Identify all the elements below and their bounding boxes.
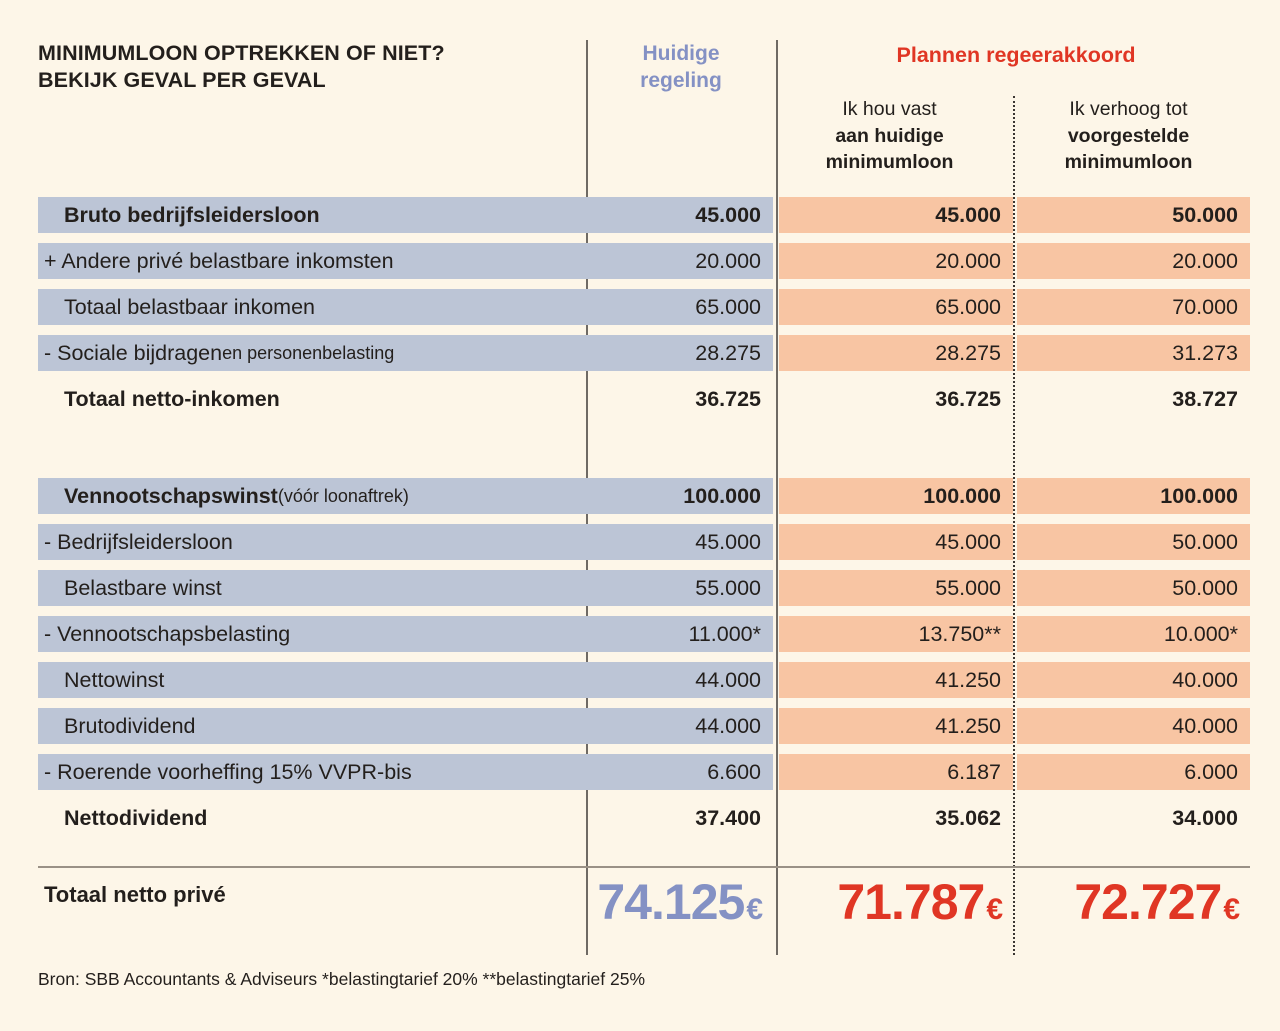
table-row	[0, 662, 1280, 698]
table-row	[0, 708, 1280, 744]
row-value-current: 44.000	[695, 713, 761, 738]
row-label-suffix: (vóór loonaftrek)	[277, 485, 409, 506]
row-value-current: 20.000	[695, 248, 761, 273]
row-label-text: Belastbare winst	[64, 575, 222, 600]
row-value-raise: 34.000	[1172, 805, 1238, 830]
row-label-text: - Sociale bijdragen	[44, 340, 223, 365]
row-label-text: - Bedrijfsleidersloon	[44, 529, 233, 554]
table-row	[0, 524, 1280, 560]
table-row	[0, 570, 1280, 606]
scenario-raise-line1: Ik verhoog tot	[1069, 98, 1188, 120]
row-value-raise: 50.000	[1172, 575, 1238, 600]
row-value-hold: 35.062	[935, 805, 1001, 830]
row-value-current: 37.400	[695, 805, 761, 830]
row-label	[38, 478, 586, 514]
scenario-raise-line2: voorgestelde	[1067, 124, 1190, 147]
row-value-raise: 70.000	[1172, 294, 1238, 319]
row-value-current: 65.000	[695, 294, 761, 319]
table-row	[0, 335, 1280, 371]
row-label-text: + Andere privé belastbare inkomsten	[44, 248, 394, 273]
table-row	[0, 197, 1280, 233]
column-header-plans: Plannen regeerakkoord	[896, 43, 1136, 67]
table-row	[0, 478, 1280, 514]
row-value-raise: 31.273	[1172, 340, 1238, 365]
row-value-raise: 40.000	[1172, 667, 1238, 692]
grand-total-current	[586, 874, 773, 936]
source-note: Bron: SBB Accountants & Adviseurs *belastingtarief 20% **belastingtarief 25%	[38, 969, 646, 989]
row-value-hold: 41.250	[935, 713, 1001, 738]
row-value-current: 45.000	[695, 529, 761, 554]
row-value-hold: 6.187	[947, 759, 1001, 784]
row-label	[38, 708, 586, 744]
grand-total-raise	[1017, 874, 1250, 936]
row-value-hold: 13.750**	[918, 621, 1001, 646]
row-label	[38, 616, 586, 652]
row-value-hold: 41.250	[935, 667, 1001, 692]
row-label-text: Totaal netto-inkomen	[64, 386, 280, 411]
row-label	[38, 662, 586, 698]
row-value-hold: 20.000	[935, 248, 1001, 273]
row-label-text: Vennootschapswinst	[64, 483, 278, 508]
row-label-text: - Vennootschapsbelasting	[44, 621, 291, 646]
grand-total-hold-value: 71.787	[837, 874, 985, 930]
table-row	[0, 616, 1280, 652]
row-label-text: Totaal belastbaar inkomen	[64, 294, 315, 319]
grand-total-rule	[38, 866, 1250, 868]
page-title-line2: BEKIJK GEVAL PER GEVAL	[38, 68, 326, 92]
row-label-text: Nettodividend	[64, 805, 208, 830]
euro-icon: €	[746, 893, 763, 926]
column-header-current-line2: regeling	[640, 69, 722, 92]
row-value-raise: 40.000	[1172, 713, 1238, 738]
row-value-current: 100.000	[683, 483, 761, 508]
column-header-scenario-raise	[1021, 96, 1236, 176]
row-value-hold: 65.000	[935, 294, 1001, 319]
row-value-hold: 55.000	[935, 575, 1001, 600]
row-value-current: 45.000	[695, 202, 761, 227]
table-row	[0, 800, 1280, 836]
row-value-raise: 100.000	[1160, 483, 1238, 508]
row-label	[38, 754, 586, 790]
row-value-hold: 28.275	[935, 340, 1001, 365]
grand-total-raise-value: 72.727	[1074, 874, 1222, 930]
table-row	[0, 381, 1280, 417]
column-header-scenario-hold	[782, 96, 997, 176]
row-label	[38, 335, 586, 371]
row-label	[38, 289, 586, 325]
row-value-hold: 45.000	[935, 202, 1001, 227]
row-label	[38, 243, 586, 279]
page-title-line1: MINIMUMLOON OPTREKKEN OF NIET?	[38, 41, 445, 65]
row-value-raise: 38.727	[1172, 386, 1238, 411]
column-header-current	[596, 40, 766, 94]
row-label	[38, 570, 586, 606]
grand-total-current-value: 74.125	[597, 874, 745, 930]
row-value-current: 44.000	[695, 667, 761, 692]
row-value-current: 11.000*	[688, 621, 761, 646]
row-value-raise: 50.000	[1172, 202, 1238, 227]
row-value-hold: 36.725	[935, 386, 1001, 411]
row-label	[38, 524, 586, 560]
row-value-current: 6.600	[707, 759, 761, 784]
grand-total-hold	[779, 874, 1013, 936]
row-label-text: Nettowinst	[64, 667, 165, 692]
scenario-raise-line3: minimumloon	[1064, 151, 1193, 173]
row-label	[38, 197, 586, 233]
row-label	[38, 800, 586, 836]
grand-total-label: Totaal netto privé	[44, 882, 226, 907]
row-value-hold: 45.000	[935, 529, 1001, 554]
page-title	[38, 40, 578, 94]
row-value-raise: 10.000*	[1163, 621, 1238, 646]
euro-icon: €	[1223, 893, 1240, 926]
scenario-hold-line3: minimumloon	[825, 151, 954, 173]
row-value-raise: 50.000	[1172, 529, 1238, 554]
table-row	[0, 289, 1280, 325]
row-value-current: 55.000	[695, 575, 761, 600]
scenario-hold-line1: Ik hou vast	[842, 98, 937, 120]
row-label-text: - Roerende voorheffing 15% VVPR-bis	[44, 759, 412, 784]
row-value-raise: 6.000	[1184, 759, 1238, 784]
row-label-text: Bruto bedrijfsleidersloon	[64, 202, 320, 227]
row-value-raise: 20.000	[1172, 248, 1238, 273]
euro-icon: €	[986, 893, 1003, 926]
row-value-current: 36.725	[695, 386, 761, 411]
row-label-text: Brutodividend	[64, 713, 196, 738]
scenario-hold-line2: aan huidige	[835, 124, 944, 147]
row-value-hold: 100.000	[923, 483, 1001, 508]
row-label	[38, 381, 586, 417]
row-value-current: 28.275	[695, 340, 761, 365]
row-label-suffix: en personenbelasting	[222, 342, 395, 363]
table-row	[0, 243, 1280, 279]
table-row	[0, 754, 1280, 790]
column-header-current-line1: Huidige	[642, 42, 720, 65]
